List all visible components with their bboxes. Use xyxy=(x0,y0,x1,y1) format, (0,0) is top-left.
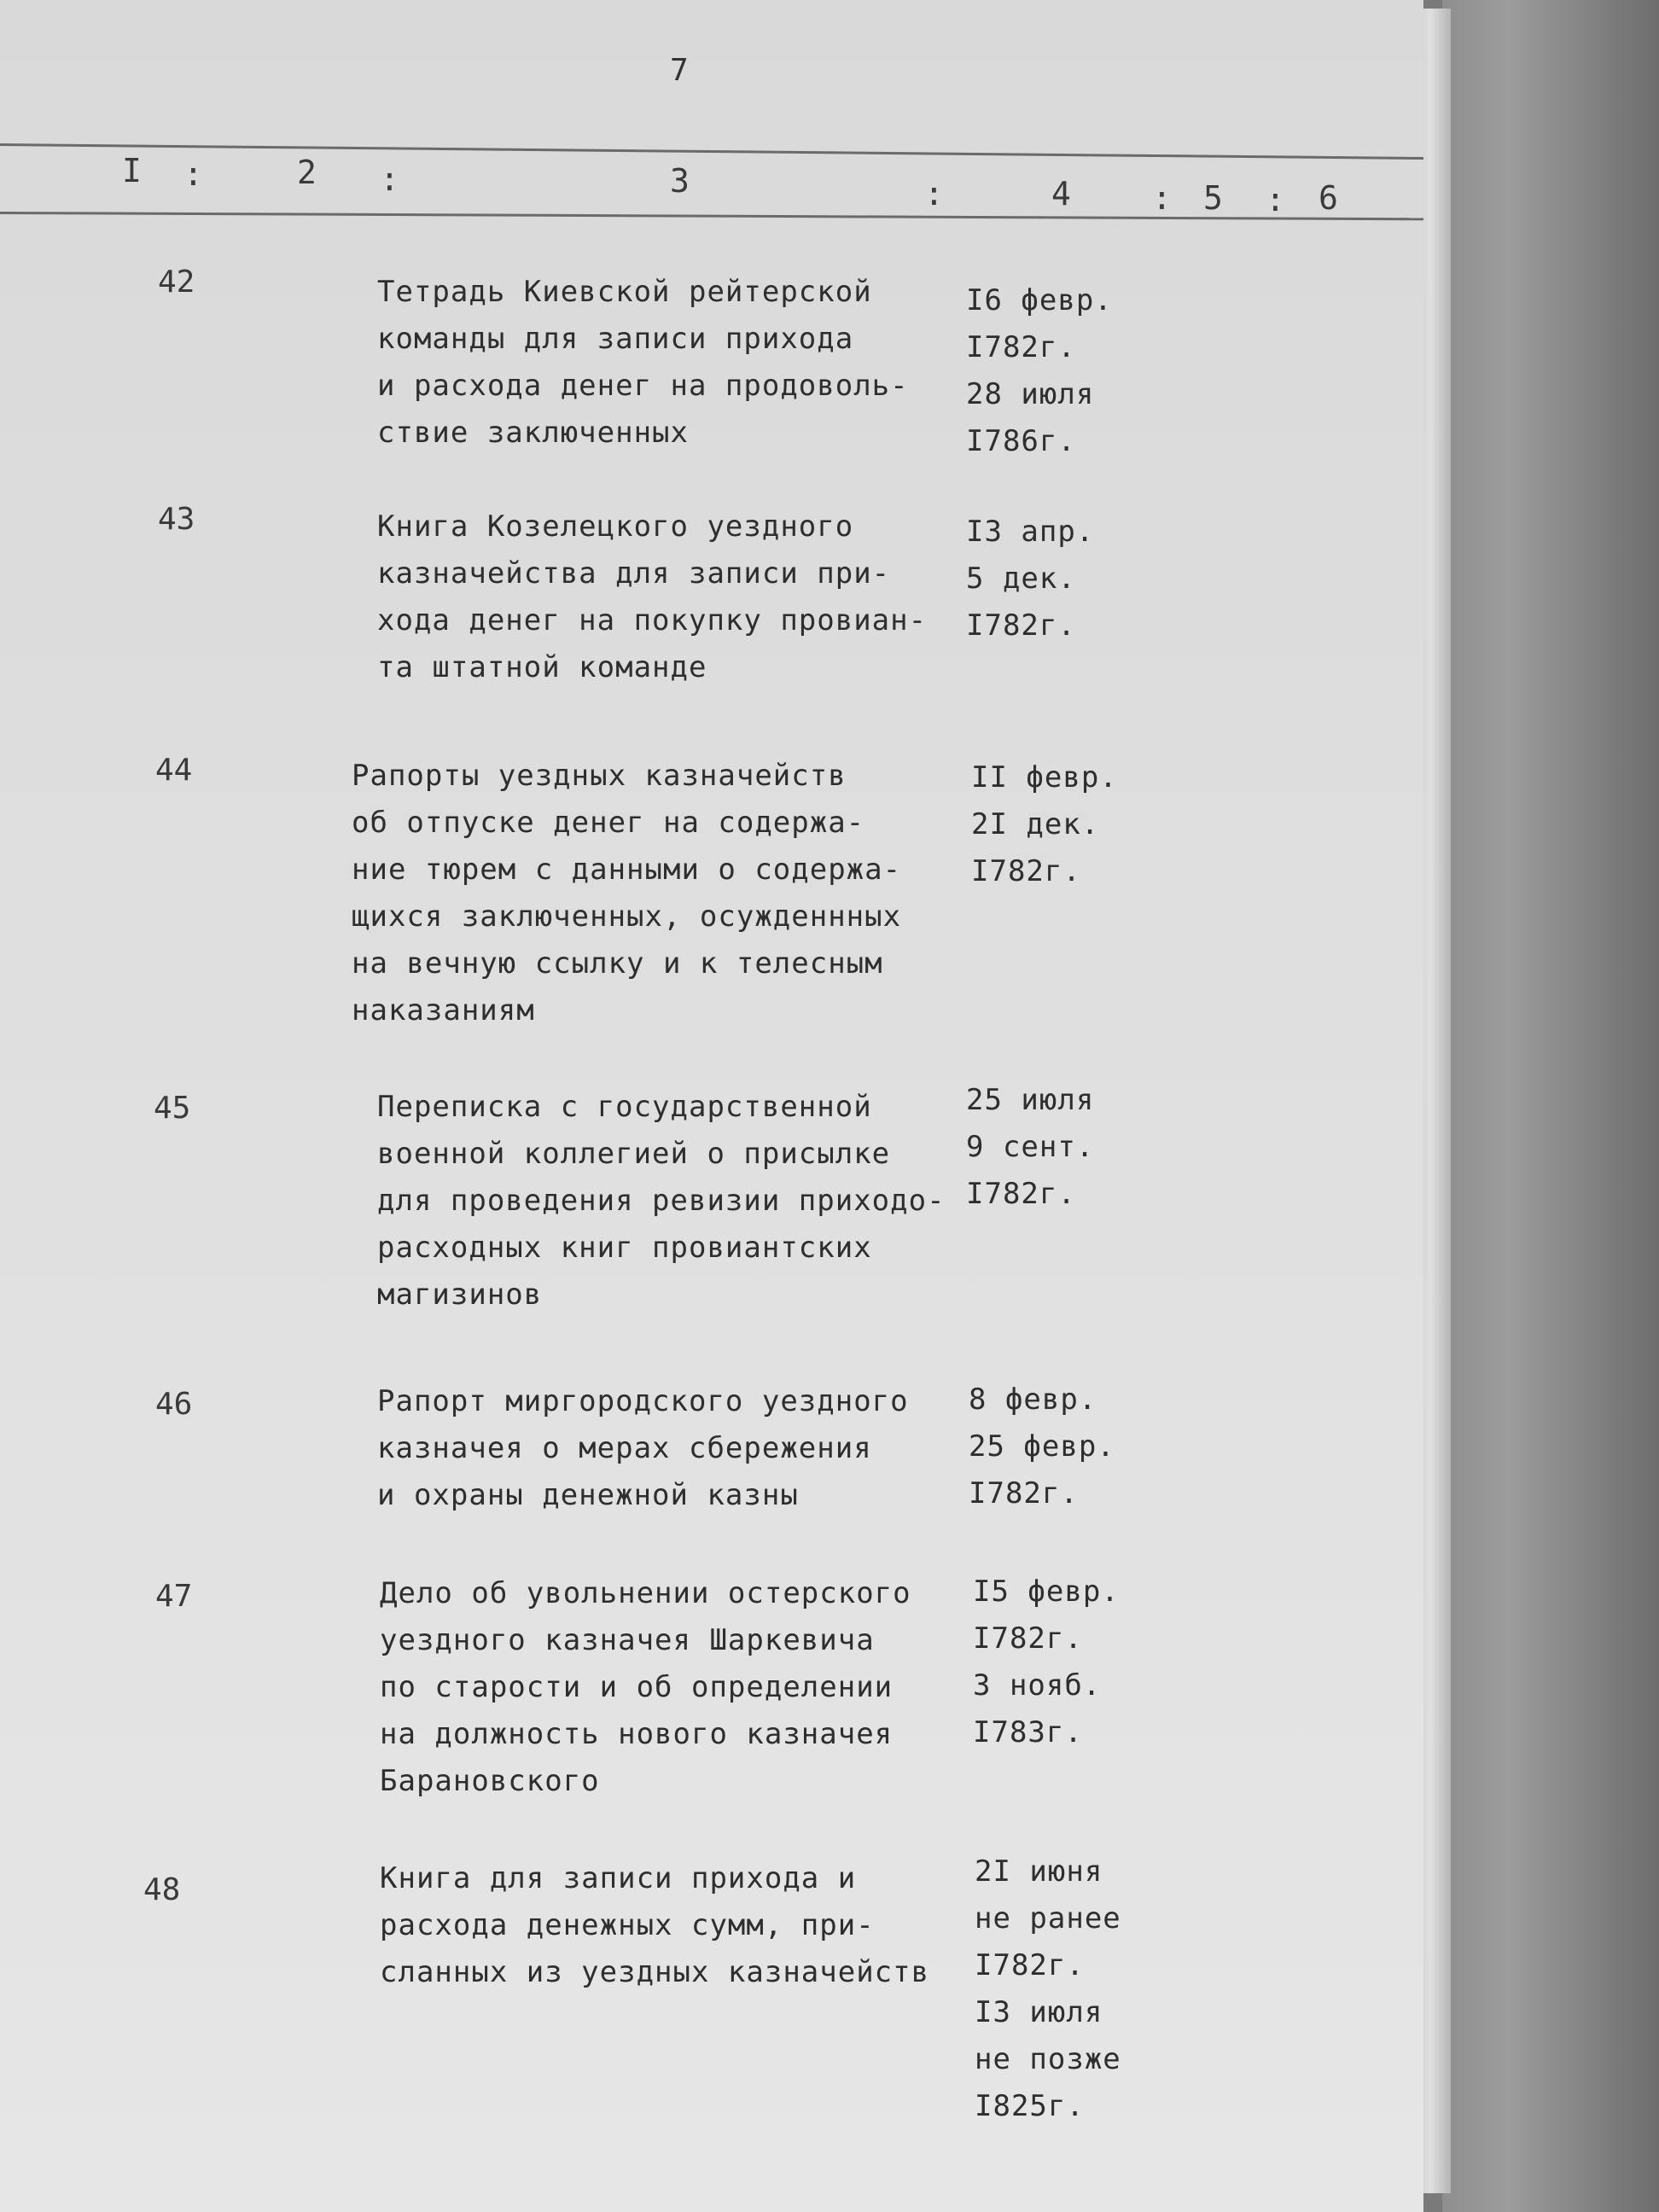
entry-dates: 2I июня не ранее I782г. I3 июля не позже I825г. xyxy=(975,1854,1121,2123)
entry-title: Рапорт миргородского уездного казначея о мерах сбережения и охраны денежной казны xyxy=(377,1384,909,1512)
entry-number: 48 xyxy=(143,1872,181,1907)
entry-dates: 25 июля 9 сент. I782г. xyxy=(966,1083,1095,1211)
entry-number: 43 xyxy=(158,502,195,537)
column-separator: : xyxy=(380,160,399,198)
desk-background xyxy=(1442,0,1659,2212)
column-separator: : xyxy=(924,175,944,212)
column-separator: : xyxy=(183,155,203,193)
entry-number: 42 xyxy=(158,265,195,300)
entry-dates: I3 апр. 5 дек. I782г. xyxy=(966,515,1095,643)
column-header-6: 6 xyxy=(1318,179,1338,217)
entry-title: Книга Козелецкого уездного казначейства для записи при- хода денег на покупку провиан- та штатной команде xyxy=(377,509,928,684)
column-separator: : xyxy=(1266,181,1285,218)
column-header-4: 4 xyxy=(1051,175,1071,212)
header-rule-top xyxy=(0,143,1423,160)
entry-title: Тетрадь Киевской рейтерской команды для записи прихода и расхода денег на продоволь- ствие заключенных xyxy=(377,275,909,450)
entry-title: Книга для записи прихода и расхода денежных сумм, при- сланных из уездных казначейств xyxy=(380,1861,930,1989)
column-header-5: 5 xyxy=(1203,179,1223,217)
page-number: 7 xyxy=(670,53,689,88)
entry-dates: I6 февр. I782г. 28 июля I786г. xyxy=(966,283,1113,458)
entry-title: Рапорты уездных казначейств об отпуске денег на содержа- ние тюрем с данными о содержа- щихся заключенных, осужденнных на вечную ссылку и к телесным наказаниям xyxy=(352,759,902,1027)
entry-title: Переписка с государственной военной коллегией о присылке для проведения ревизии приходо- расходных книг провиантских магизинов xyxy=(377,1090,946,1312)
entry-dates: II февр. 2I дек. I782г. xyxy=(971,760,1118,888)
column-separator: : xyxy=(1152,179,1172,217)
column-header-1: I xyxy=(122,152,142,189)
column-header-2: 2 xyxy=(297,154,317,191)
entry-number: 47 xyxy=(155,1579,193,1614)
entry-number: 44 xyxy=(155,753,193,788)
entry-number: 45 xyxy=(154,1091,191,1126)
entry-dates: I5 февр. I782г. 3 нояб. I783г. xyxy=(973,1575,1120,1749)
entry-dates: 8 февр. 25 февр. I782г. xyxy=(969,1382,1115,1511)
entry-number: 46 xyxy=(155,1387,193,1422)
column-header-3: 3 xyxy=(670,162,690,200)
entry-title: Дело об увольнении остерского уездного казначея Шаркевича по старости и об определении на должность нового казначея Барановского xyxy=(380,1576,911,1798)
